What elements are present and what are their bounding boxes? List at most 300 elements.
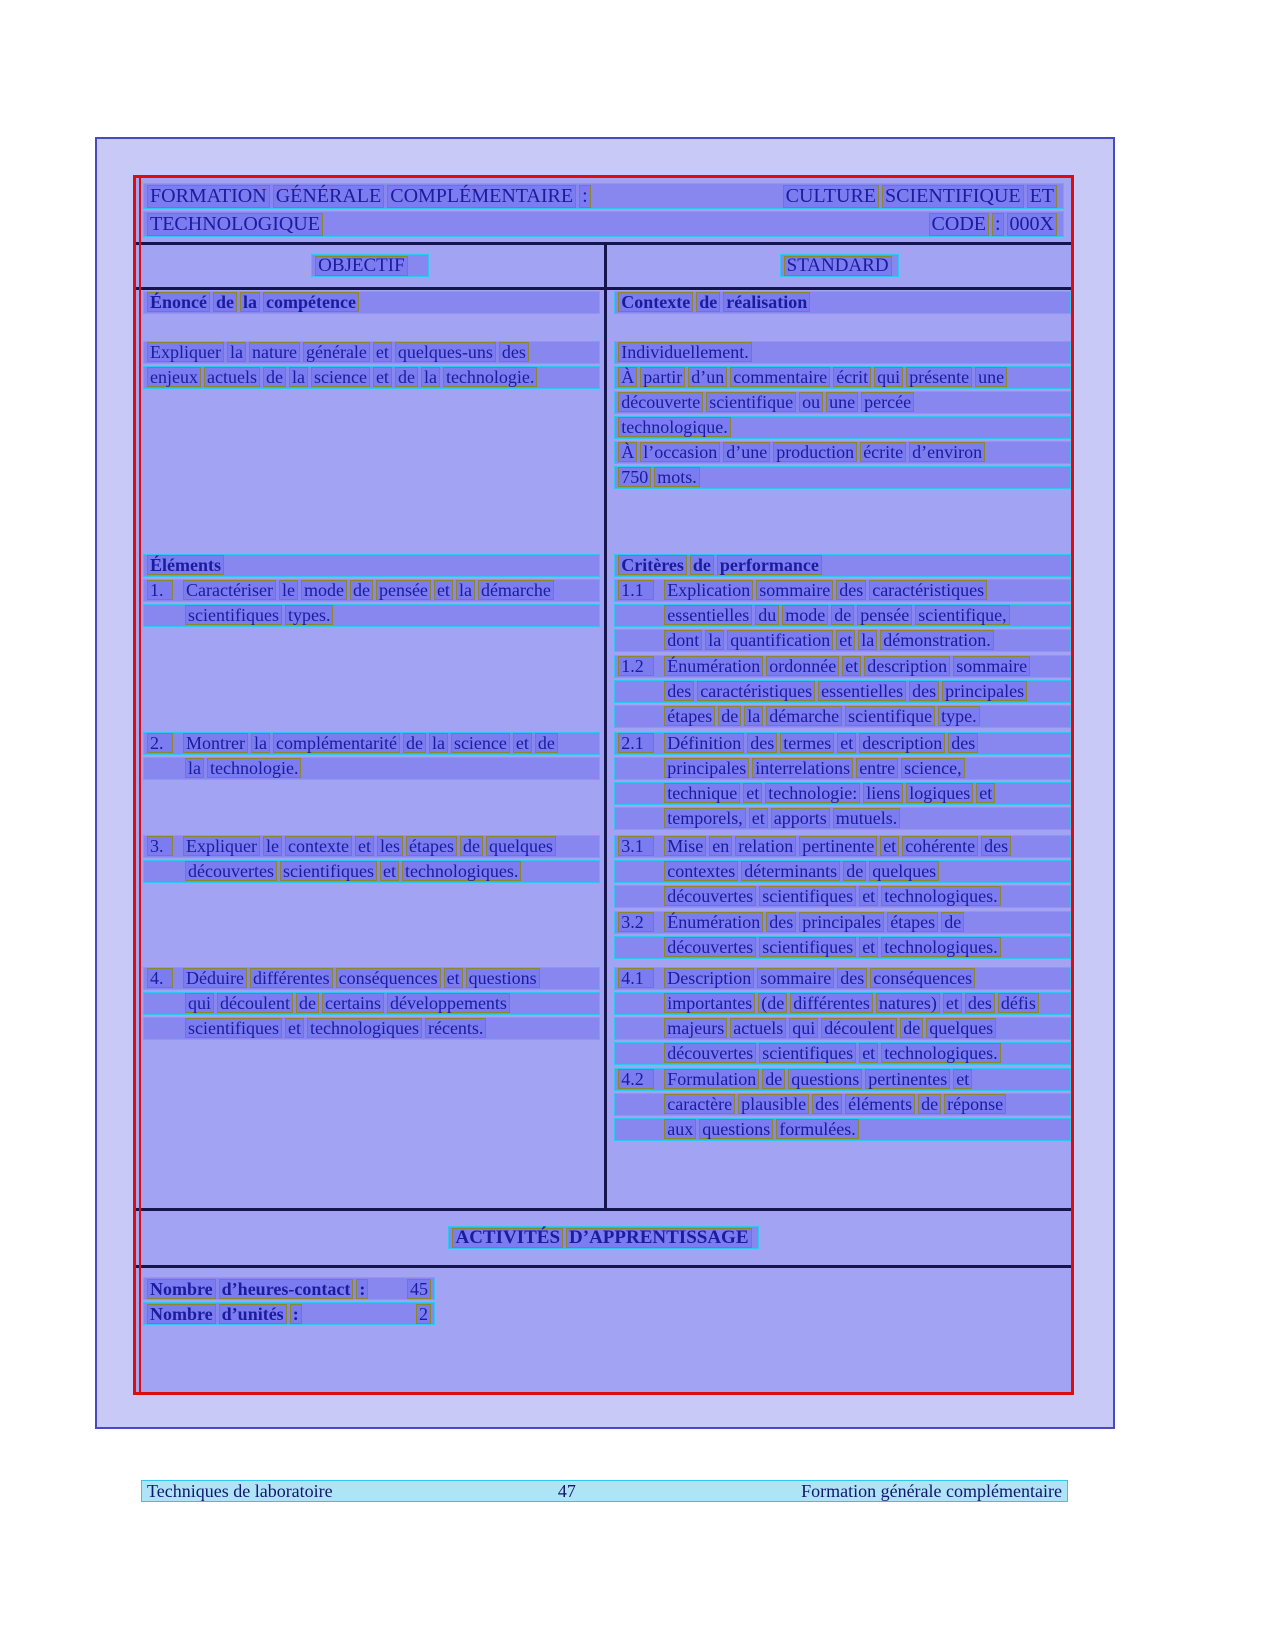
word: quelques — [926, 1018, 996, 1038]
text-line — [143, 1017, 600, 1040]
word: et — [434, 580, 453, 600]
critere-item-4-2 — [614, 1068, 1071, 1141]
word: percée — [861, 392, 914, 412]
word: et — [943, 993, 962, 1013]
text-line — [614, 860, 1071, 883]
word: quelques — [486, 836, 556, 856]
row-item4 — [136, 966, 1071, 1211]
word: de — [350, 580, 373, 600]
word: la — [705, 630, 724, 650]
total-line — [143, 1302, 435, 1325]
word: nature — [249, 342, 300, 362]
word: technologiques — [307, 1018, 422, 1038]
word: scientifiques — [759, 1043, 856, 1063]
word: Montrer — [183, 733, 248, 753]
word: technologiques. — [881, 937, 1000, 957]
word: développements — [387, 993, 510, 1013]
enonce-cell — [136, 290, 607, 525]
activites-band — [136, 1211, 1071, 1268]
title-row1-right — [783, 184, 1060, 208]
word: en — [709, 836, 732, 856]
word: questions — [788, 1069, 862, 1089]
title-row-1 — [143, 183, 1064, 209]
word: et — [842, 656, 861, 676]
word: ACTIVITÉS — [452, 1228, 563, 1248]
word: qui — [874, 367, 903, 387]
word: contexte — [285, 836, 352, 856]
word: et — [859, 886, 878, 906]
word: découverte — [618, 392, 703, 412]
word: science, — [901, 758, 964, 778]
standard-header-cell — [607, 245, 1071, 287]
word: des — [747, 733, 777, 753]
text-line — [143, 757, 600, 780]
word: et — [880, 836, 899, 856]
word: éléments — [845, 1094, 915, 1114]
word: la — [421, 367, 440, 387]
word: mode — [782, 605, 828, 625]
word: et — [859, 1043, 878, 1063]
word: conséquences — [336, 968, 441, 988]
word: sommaire — [757, 968, 834, 988]
word: apports — [771, 808, 830, 828]
word: interrelations — [752, 758, 853, 778]
text-line — [143, 579, 600, 602]
text-line — [614, 1042, 1071, 1065]
element-item-2 — [143, 732, 600, 780]
word: les — [377, 836, 403, 856]
word: des — [664, 681, 694, 701]
word: Explication — [664, 580, 753, 600]
word: et — [749, 808, 768, 828]
word: découlent — [217, 993, 293, 1013]
text-line — [143, 604, 600, 627]
word: temporels, — [664, 808, 745, 828]
item-number: 4. — [147, 968, 173, 988]
word: différentes — [790, 993, 873, 1013]
word: sommaire — [756, 580, 833, 600]
element-item-1 — [143, 579, 600, 627]
text-line — [614, 1118, 1071, 1141]
word: : — [992, 213, 1004, 236]
word: de — [690, 555, 714, 575]
word: défis — [998, 993, 1039, 1013]
word: Formulation — [664, 1069, 759, 1089]
word: et — [837, 733, 856, 753]
total-value: 45 — [407, 1279, 431, 1299]
element-4-cell — [136, 966, 607, 1208]
word: de — [296, 993, 319, 1013]
text-line — [143, 967, 600, 990]
word: écrite — [860, 442, 906, 462]
word: des — [836, 580, 866, 600]
word: du — [755, 605, 779, 625]
text-line — [614, 604, 1071, 627]
row-enonce-contexte — [136, 290, 1071, 525]
word: scientifiques — [280, 861, 377, 881]
text-line — [614, 967, 1071, 990]
word: quelques — [869, 861, 939, 881]
row-item2 — [136, 731, 1071, 834]
word: la — [744, 706, 763, 726]
criteres-41-42-cell — [607, 966, 1071, 1208]
word: technologie: — [765, 783, 860, 803]
word: essentielles — [818, 681, 906, 701]
word: plausible — [738, 1094, 809, 1114]
item-number: 1.2 — [618, 656, 654, 676]
word: COMPLÉMENTAIRE — [387, 185, 576, 208]
word: dont — [664, 630, 702, 650]
word: d’heures-contact — [219, 1279, 354, 1299]
word: mots. — [654, 467, 700, 487]
item-number: 4.2 — [618, 1069, 654, 1089]
word: science — [451, 733, 510, 753]
word: Description — [664, 968, 754, 988]
text-line — [614, 341, 1071, 364]
word: : — [579, 185, 591, 208]
text-line — [614, 629, 1071, 652]
word: démarche — [766, 706, 842, 726]
critere-21-cell — [607, 731, 1071, 834]
word: Caractériser — [183, 580, 276, 600]
word: et — [976, 783, 995, 803]
contexte-cell — [607, 290, 1071, 525]
item-number: 1. — [147, 580, 173, 600]
word: réalisation — [723, 292, 810, 312]
word: de — [696, 292, 720, 312]
text-line — [614, 705, 1071, 728]
word: de — [831, 605, 854, 625]
word: des — [766, 912, 796, 932]
word: la — [456, 580, 475, 600]
word: et — [859, 937, 878, 957]
word: Énumération — [664, 912, 763, 932]
word: : — [356, 1279, 368, 1299]
word: Mise — [664, 836, 706, 856]
word: sommaire — [953, 656, 1030, 676]
spacer — [614, 316, 1071, 341]
word: étapes — [406, 836, 457, 856]
word: pertinente — [799, 836, 877, 856]
word: principales — [942, 681, 1027, 701]
word: CODE — [929, 213, 989, 236]
word: la — [227, 342, 246, 362]
word: d’environ — [909, 442, 985, 462]
word: caractéristiques — [697, 681, 815, 701]
word: et — [285, 1018, 304, 1038]
word: Énoncé — [147, 292, 210, 312]
text-line — [614, 992, 1071, 1015]
word: ET — [1027, 185, 1057, 208]
word: de — [900, 1018, 923, 1038]
word: et — [355, 836, 374, 856]
word: SCIENTIFIQUE — [882, 185, 1024, 208]
word: et — [513, 733, 532, 753]
item-number: 3.2 — [618, 912, 654, 932]
objectif-header — [311, 254, 429, 277]
word: la — [429, 733, 448, 753]
word: la — [251, 733, 270, 753]
word: qui — [789, 1018, 818, 1038]
word: qui — [185, 993, 214, 1013]
text-line — [614, 441, 1071, 464]
word: Expliquer — [147, 342, 224, 362]
word: logiques — [906, 783, 973, 803]
word: formulées. — [776, 1119, 858, 1139]
text-line — [614, 1068, 1071, 1091]
word: des — [499, 342, 529, 362]
word: de — [918, 1094, 941, 1114]
word: essentielles — [664, 605, 752, 625]
item-number: 3. — [147, 836, 173, 856]
word: complémentarité — [273, 733, 400, 753]
criteres-cell — [607, 525, 1071, 731]
word: cohérente — [902, 836, 978, 856]
table-title-block — [136, 178, 1071, 245]
word: types. — [285, 605, 334, 625]
word: entre — [856, 758, 898, 778]
text-line — [614, 835, 1071, 858]
objectif-header-cell — [136, 245, 607, 287]
word: description — [859, 733, 945, 753]
word: le — [279, 580, 298, 600]
word: le — [263, 836, 282, 856]
word: Contexte — [618, 292, 693, 312]
word: de — [460, 836, 483, 856]
word: démonstration. — [880, 630, 993, 650]
text-line — [614, 782, 1071, 805]
word: questions — [699, 1119, 773, 1139]
text-line — [143, 341, 600, 364]
word: des — [965, 993, 995, 1013]
title-row2-left — [147, 212, 326, 236]
word: performance — [717, 555, 822, 575]
total-line — [143, 1277, 435, 1300]
critere-item-1-2 — [614, 655, 1071, 728]
word: scientifiques — [759, 937, 856, 957]
text-line — [143, 732, 600, 755]
word: des — [948, 733, 978, 753]
code-label — [929, 212, 1060, 236]
word: de — [843, 861, 866, 881]
word: pertinentes — [865, 1069, 950, 1089]
word: enjeux — [147, 367, 201, 387]
text-line — [614, 936, 1071, 959]
word: des — [981, 836, 1011, 856]
totals-section — [136, 1268, 1071, 1392]
word: découvertes — [185, 861, 277, 881]
word: contextes — [664, 861, 738, 881]
word: Déduire — [183, 968, 247, 988]
element-item-3 — [143, 835, 600, 883]
item-number: 4.1 — [618, 968, 654, 988]
word: : — [290, 1304, 302, 1324]
footer-page-number: 47 — [557, 1480, 576, 1501]
critere-item-1-1 — [614, 579, 1071, 652]
word: et — [836, 630, 855, 650]
critere-item-4-1 — [614, 967, 1071, 1065]
page-frame — [95, 137, 1115, 1429]
text-line — [614, 732, 1071, 755]
word: scientifique — [845, 706, 935, 726]
element-2-cell — [136, 731, 607, 834]
word: OBJECTIF — [315, 256, 408, 276]
enonce-heading — [143, 291, 600, 314]
word: une — [826, 392, 858, 412]
standard-header — [780, 254, 899, 277]
text-line — [614, 680, 1071, 703]
word: de — [403, 733, 426, 753]
word: principales — [799, 912, 884, 932]
word: À — [618, 367, 637, 387]
word: ordonnée — [766, 656, 839, 676]
word: présente — [906, 367, 972, 387]
text-line — [143, 992, 600, 1015]
elements-heading — [143, 554, 600, 577]
word: scientifique, — [915, 605, 1009, 625]
footer-right: Formation générale complémentaire — [801, 1480, 1062, 1501]
text-line — [614, 466, 1071, 489]
critere-item-3-1 — [614, 835, 1071, 908]
word: découlent — [821, 1018, 897, 1038]
element-3-cell — [136, 834, 607, 966]
word: Énumération — [664, 656, 763, 676]
word: actuels — [730, 1018, 786, 1038]
word: technologie. — [443, 367, 537, 387]
text-line — [614, 655, 1071, 678]
title-row1-left — [147, 184, 594, 208]
word: commentaire — [730, 367, 830, 387]
word: relation — [735, 836, 796, 856]
word: étapes — [887, 912, 938, 932]
word: aux — [664, 1119, 696, 1139]
word: questions — [466, 968, 540, 988]
word: production — [773, 442, 857, 462]
text-line — [614, 807, 1071, 830]
word: caractéristiques — [869, 580, 987, 600]
word: pensée — [376, 580, 431, 600]
word: la — [858, 630, 877, 650]
word: Nombre — [147, 1279, 216, 1299]
word: Individuellement. — [618, 342, 751, 362]
text-line — [143, 366, 600, 389]
text-line — [614, 757, 1071, 780]
word: d’un — [688, 367, 727, 387]
word: des — [837, 968, 867, 988]
word: importantes — [664, 993, 755, 1013]
word: (de — [758, 993, 787, 1013]
word: type. — [938, 706, 980, 726]
word: scientifiques — [759, 886, 856, 906]
title-row-2 — [143, 211, 1064, 237]
word: écrit — [833, 367, 871, 387]
word: et — [953, 1069, 972, 1089]
word: caractère — [664, 1094, 735, 1114]
word: majeurs — [664, 1018, 727, 1038]
word: technique — [664, 783, 740, 803]
text-line — [614, 1093, 1071, 1116]
word: réponse — [944, 1094, 1006, 1114]
word: liens — [863, 783, 903, 803]
word: actuels — [204, 367, 260, 387]
word: D’APPRENTISSAGE — [566, 1228, 751, 1248]
word: certains — [322, 993, 384, 1013]
word: CULTURE — [783, 185, 879, 208]
word: GÉNÉRALE — [273, 185, 385, 208]
word: description — [864, 656, 950, 676]
word: scientifiques — [185, 605, 282, 625]
word: et — [373, 342, 392, 362]
word: technologiques. — [881, 1043, 1000, 1063]
item-number: 1.1 — [618, 580, 654, 600]
word: À — [618, 442, 637, 462]
word: Expliquer — [183, 836, 260, 856]
critere-item-3-2 — [614, 911, 1071, 959]
word: la — [289, 367, 308, 387]
word: scientifiques — [185, 1018, 282, 1038]
word: quelques-uns — [395, 342, 496, 362]
word: de — [263, 367, 286, 387]
word: natures) — [876, 993, 940, 1013]
footer-left: Techniques de laboratoire — [147, 1480, 333, 1501]
word: principales — [664, 758, 749, 778]
word: Définition — [664, 733, 744, 753]
column-headers-row — [136, 245, 1071, 290]
word: technologiques. — [881, 886, 1000, 906]
item-number: 2.1 — [618, 733, 654, 753]
word: d’une — [723, 442, 770, 462]
word: et — [380, 861, 399, 881]
word: 750 — [618, 467, 651, 487]
word: scientifique — [706, 392, 796, 412]
word: une — [975, 367, 1007, 387]
word: et — [444, 968, 463, 988]
word: de — [535, 733, 558, 753]
word: de — [941, 912, 964, 932]
word: de — [762, 1069, 785, 1089]
word: Éléments — [147, 555, 224, 575]
text-line — [614, 1017, 1071, 1040]
word: étapes — [664, 706, 715, 726]
element-item-4 — [143, 967, 600, 1040]
page-footer — [141, 1480, 1068, 1502]
word: de — [395, 367, 418, 387]
contexte-heading — [614, 291, 1071, 314]
row-elements-criteres — [136, 525, 1071, 731]
word: de — [213, 292, 237, 312]
word: Critères — [618, 555, 687, 575]
word: FORMATION — [147, 185, 270, 208]
word: 000X — [1007, 213, 1057, 236]
text-line — [614, 911, 1071, 934]
word: compétence — [263, 292, 359, 312]
word: d’unités — [219, 1304, 287, 1324]
word: science — [311, 367, 370, 387]
word: mutuels. — [833, 808, 901, 828]
item-number: 2. — [147, 733, 173, 753]
text-line — [143, 860, 600, 883]
word: différentes — [250, 968, 333, 988]
word: la — [240, 292, 260, 312]
text-line — [614, 579, 1071, 602]
text-line — [614, 366, 1071, 389]
word: de — [718, 706, 741, 726]
word: et — [373, 367, 392, 387]
elements-cell — [136, 525, 607, 731]
critere-item-2-1 — [614, 732, 1071, 830]
word: conséquences — [870, 968, 975, 988]
word: découvertes — [664, 1043, 756, 1063]
